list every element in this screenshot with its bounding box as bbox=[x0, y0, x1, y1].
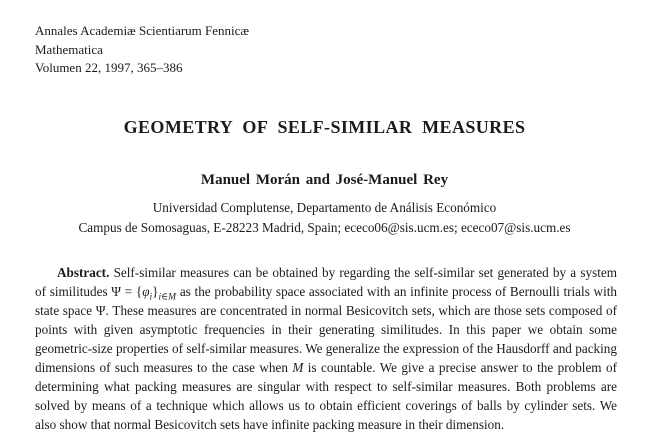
affiliation-block bbox=[0, 198, 649, 238]
abstract-segment: Abstract. bbox=[57, 264, 110, 280]
abstract-segment: i bbox=[149, 292, 153, 303]
authors-line: Manuel Morán and José-Manuel Rey bbox=[200, 171, 449, 188]
journal-volume: Volumen 22, 1997, 365–386 bbox=[35, 60, 183, 75]
abstract-segment: is countable. We give a precise answer to the problem of determining what packing measures are singular with respect to self-similar measures. Both problems are solved by means of a technique which allows us to obtain efficient coverings of balls by cylinder sets. We also show that normal Besicovitch sets have infinite packing measure in their dimension. bbox=[35, 359, 617, 433]
affiliation-line-1: Universidad Complutense, Departamento de Análisis Económico bbox=[152, 199, 497, 215]
journal-series: Mathematica bbox=[35, 41, 103, 57]
abstract-segment: as the probability space associated with an infinite process of Bernoulli trials with state space Ψ. These measures are concentrated in normal Besicovitch sets, which are those sets composed of points with given asymptotic frequencies in their generating similitudes. In this paper we obtain some geometric-size properties of self-similar measures. We generalize the expression of the Hausdorff and packing dimensions of such measures to the case when bbox=[35, 283, 617, 375]
abstract-segment: Self-similar measures can be obtained by regarding the self-similar set generated by a system of similitudes Ψ = { bbox=[35, 264, 617, 299]
abstract-segment: φ bbox=[142, 283, 150, 299]
journal-name: Annales Academiæ Scientiarum Fennicæ bbox=[35, 23, 250, 38]
abstract-segment: i∈M bbox=[158, 292, 177, 303]
abstract-segment: M bbox=[292, 359, 304, 375]
abstract-paragraph bbox=[35, 263, 617, 435]
paper-title: GEOMETRY OF SELF-SIMILAR MEASURES bbox=[123, 116, 526, 137]
abstract-segment: } bbox=[152, 283, 159, 299]
affiliation-line-2: Campus de Somosaguas, E-28223 Madrid, Spain; ececo06@sis.ucm.es; ececo07@sis.ucm.es bbox=[78, 219, 571, 235]
journal-header bbox=[35, 22, 617, 78]
